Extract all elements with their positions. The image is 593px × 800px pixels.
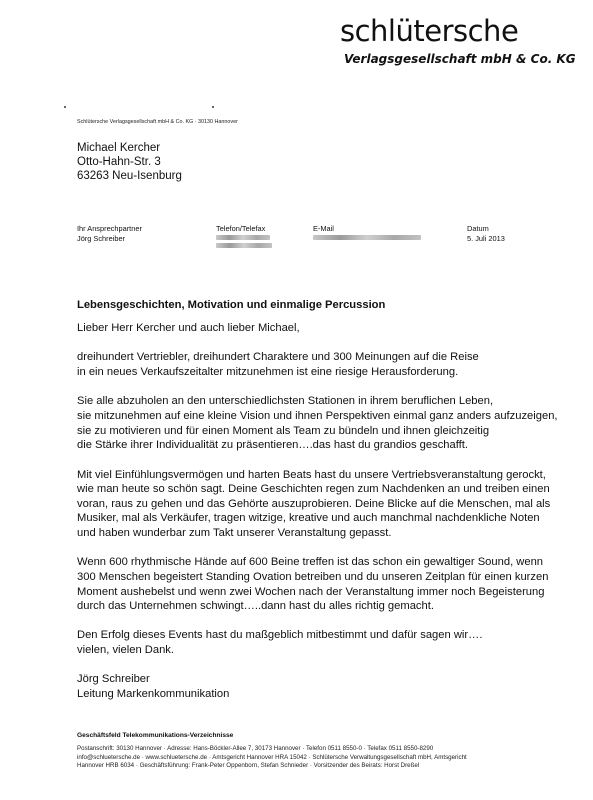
footer-line: Hannover HRB 6034 · Geschäftsführung: Frank-Peter Oppenborn, Stefan Schnieder · Vorsitzender des Beirats: Horst Dreßel <box>77 762 420 770</box>
paragraph-line: Den Erfolg dieses Events hast du maßgeblich mitbestimmt und dafür sagen wir…. <box>77 629 483 642</box>
phone-redacted <box>216 235 270 240</box>
fold-mark <box>212 106 214 108</box>
paragraph <box>77 394 557 452</box>
paragraph <box>77 628 557 657</box>
paragraph-line: sie mitzunehmen auf eine kleine Vision und ihnen Perspektiven einmal ganz anders aufzuzeigen, <box>77 409 558 422</box>
paragraph-line: und haben wunderbar zum Takt unserer Veranstaltung gepasst. <box>77 526 392 539</box>
recipient-name: Michael Kercher <box>77 142 161 154</box>
fold-mark <box>64 106 66 108</box>
signature-name: Jörg Schreiber <box>77 673 150 686</box>
signature <box>77 672 557 701</box>
meta-date <box>467 224 505 243</box>
signature-title: Leitung Markenkommunikation <box>77 688 230 701</box>
fax-redacted <box>216 243 272 248</box>
letter-subject: Lebensgeschichten, Motivation und einmalige Percussion <box>77 299 386 311</box>
paragraph-line: voran, raus zu gehen und das Gehörte auszuprobieren. Deine Blicke auf die Menschen, mal als <box>77 497 551 510</box>
paragraph-line: Wenn 600 rhythmische Hände auf 600 Beine treffen ist das schon ein gewaltiger Sound, wenn <box>77 556 544 569</box>
letter-body <box>77 321 557 716</box>
salutation: Lieber Herr Kercher und auch lieber Michael, <box>77 322 300 334</box>
footer-title: Geschäftsfeld Telekommunikations-Verzeichnisse <box>77 732 234 739</box>
paragraph <box>77 555 557 613</box>
recipient-city: 63263 Neu-Isenburg <box>77 170 182 182</box>
contact-value: Jörg Schreiber <box>77 233 126 243</box>
paragraph-line: Mit viel Einfühlungsvermögen und harten Beats hast du unsere Vertriebsveranstaltung gerockt, <box>77 468 546 481</box>
company-logo-subtitle: Verlagsgesellschaft mbH & Co. KG <box>344 52 576 66</box>
contact-label: Ihr Ansprechpartner <box>77 224 142 233</box>
sender-line: Schlütersche Verlagsgesellschaft mbH & Co. KG · 30130 Hannover <box>77 119 238 125</box>
meta-email <box>313 224 334 234</box>
meta-phone <box>216 224 265 234</box>
email-label: E-Mail <box>313 224 334 233</box>
footer-line: Postanschrift: 30130 Hannover · Adresse: Hans-Böckler-Allee 7, 30173 Hannover · Telefon 0511 8550-0 · Telefax 0511 8550-8290 <box>77 745 434 752</box>
date-label: Datum <box>467 224 489 233</box>
paragraph-line: sie zu motivieren und für einen Moment als Team zu bündeln und ihnen gleichzeitig <box>77 424 490 437</box>
paragraph-line: die Stärke ihrer Individualität zu präsentieren….das hast du grandios geschafft. <box>77 439 468 452</box>
phone-label: Telefon/Telefax <box>216 224 266 233</box>
date-value: 5. Juli 2013 <box>467 233 505 243</box>
paragraph-line: durch das Unternehmen schwingt…..dann hast du alles richtig gemacht. <box>77 600 434 613</box>
paragraph-line: vielen, vielen Dank. <box>77 644 175 657</box>
meta-contact <box>77 224 142 243</box>
paragraph <box>77 468 557 541</box>
paragraph-line: dreihundert Vertriebler, dreihundert Charaktere und 300 Meinungen auf die Reise <box>77 351 479 364</box>
paragraph <box>77 350 557 379</box>
paragraph-line: 300 Menschen begeistert Standing Ovation betreiben und du unseren Zeitplan für einen kurzen <box>77 570 549 583</box>
recipient-street: Otto-Hahn-Str. 3 <box>77 156 161 168</box>
paragraph-line: Musiker, mal als Verkäufer, tragen witzige, kreative und auch manchmal nachdenkliche Noten <box>77 512 540 525</box>
paragraph-line: in ein neues Verkaufszeitalter mitzunehmen ist eine riesige Herausforderung. <box>77 365 459 378</box>
recipient-address <box>77 141 182 183</box>
footer-line: info@schluetersche.de · www.schluetersche.de · Amtsgericht Hannover HRA 15042 · Schlütersche Verwaltungsgesellschaft mbH, Amtsgericht <box>77 753 467 761</box>
footer-info <box>77 745 467 771</box>
company-logo-name: schlütersche <box>340 14 519 48</box>
paragraph-line: Sie alle abzuholen an den unterschiedlichsten Stationen in ihrem beruflichen Leben, <box>77 395 494 408</box>
paragraph-line: wie man heute so schön sagt. Deine Geschichten regen zum Nachdenken an und treiben einen <box>77 483 550 496</box>
email-redacted <box>313 235 421 240</box>
paragraph-line: Moment aushebelst und wenn zwei Wochen nach der Veranstaltung immer noch Begeisterung <box>77 585 545 598</box>
